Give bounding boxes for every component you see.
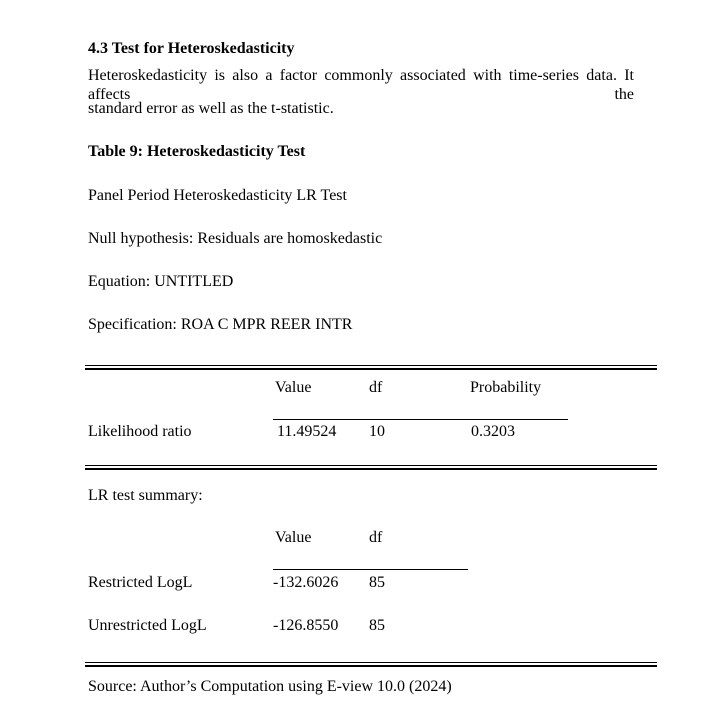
lr-row-df: 10: [369, 423, 385, 440]
lr-table-header-rule: [273, 419, 568, 420]
paragraph-line-2: standard error as well as the t-statistic.: [88, 100, 334, 117]
lr-table-header-df: df: [369, 379, 383, 396]
summary-header-rule: [273, 569, 468, 570]
specification-line: Specification: ROA C MPR REER INTR: [88, 316, 353, 333]
summary-row-restricted-value: -132.6026: [273, 574, 339, 591]
equation-line: Equation: UNTITLED: [88, 273, 234, 290]
summary-row-unrestricted-df: 85: [369, 617, 385, 634]
section-heading: 4.3 Test for Heteroskedasticity: [88, 40, 295, 57]
null-hypothesis: Null hypothesis: Residuals are homoskedastic: [88, 230, 383, 247]
lr-table-header-probability: Probability: [470, 379, 542, 396]
lr-table-header-value: Value: [275, 379, 312, 396]
summary-row-unrestricted-label: Unrestricted LogL: [88, 617, 207, 634]
summary-row-unrestricted-value: -126.8550: [273, 617, 339, 634]
lr-row-value: 11.49524: [277, 423, 337, 440]
summary-label: LR test summary:: [88, 487, 203, 504]
lr-row-probability: 0.3203: [471, 423, 515, 440]
lr-row-label: Likelihood ratio: [88, 423, 192, 440]
summary-table-bottom-rule: [85, 662, 657, 667]
lr-table-top-rule: [85, 365, 657, 370]
summary-row-restricted-df: 85: [369, 574, 385, 591]
table-caption: Table 9: Heteroskedasticity Test: [88, 143, 306, 160]
test-title: Panel Period Heteroskedasticity LR Test: [88, 187, 347, 204]
lr-table-bottom-rule: [85, 465, 657, 470]
summary-header-value: Value: [275, 529, 312, 546]
summary-header-df: df: [369, 529, 383, 546]
summary-row-restricted-label: Restricted LogL: [88, 574, 193, 591]
source-note: Source: Author’s Computation using E-view 10.0 (2024): [88, 678, 452, 695]
paragraph-line-1: Heteroskedasticity is also a factor commonly associated with time-series data. It affects the: [88, 67, 634, 104]
